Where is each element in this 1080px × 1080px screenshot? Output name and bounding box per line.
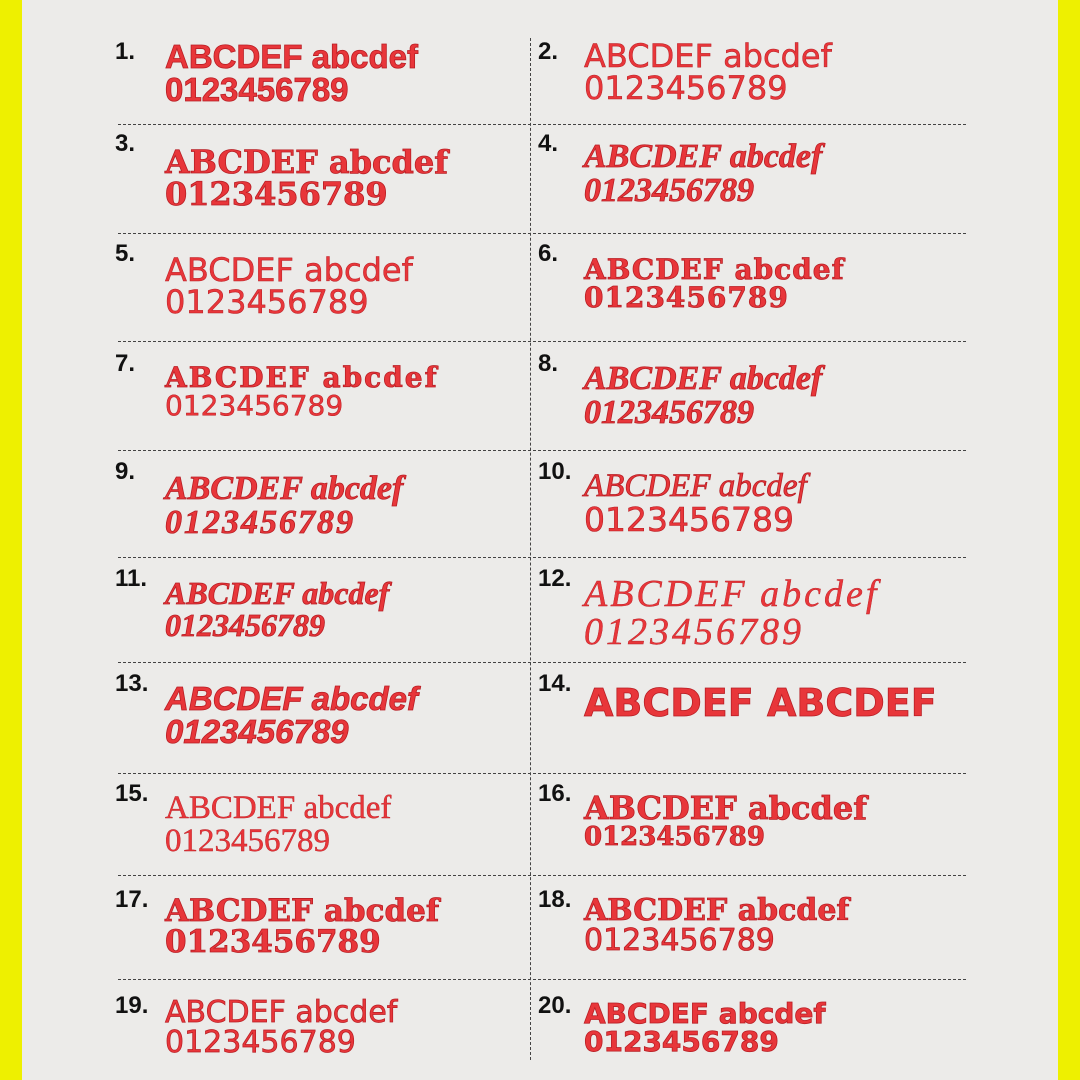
font-preview — [584, 362, 822, 430]
font-number: 11. — [115, 565, 148, 592]
alphabet-sample: ABCDEF abcdef — [165, 143, 449, 181]
digit-sample: 0123456789 — [584, 822, 765, 852]
font-number: 10. — [538, 458, 572, 485]
alphabet-sample: ABCDEF abcdef — [584, 997, 826, 1030]
font-preview — [165, 251, 413, 321]
font-preview — [165, 361, 439, 422]
font-number: 20. — [538, 992, 572, 1019]
row-divider — [118, 557, 966, 558]
alphabet-sample: ABCDEF ABCDEF — [584, 681, 937, 725]
font-preview — [165, 792, 391, 858]
alphabet-sample: ABCDEF abcdef — [584, 360, 823, 397]
row-divider — [118, 450, 966, 451]
font-preview — [584, 893, 850, 958]
font-number: 7. — [115, 350, 136, 377]
digit-sample: 0123456789 — [165, 175, 388, 213]
digit-sample: 0123456789 — [584, 281, 789, 314]
font-number: 19. — [115, 992, 149, 1019]
alphabet-sample: ABCDEF abcdef — [584, 789, 868, 827]
alphabet-sample: ABCDEF abcdef — [584, 893, 850, 928]
alphabet-sample: ABCDEF abcdef — [165, 361, 439, 394]
digit-sample: 0123456789 — [165, 607, 325, 643]
font-number: 13. — [115, 670, 149, 697]
font-preview — [584, 468, 807, 539]
font-preview — [584, 37, 832, 107]
digit-sample: 0123456789 — [165, 504, 355, 541]
digit-sample: 0123456789 — [165, 924, 381, 960]
font-preview — [584, 253, 845, 314]
digit-sample: 0123456789 — [165, 713, 349, 750]
font-number: 6. — [538, 240, 559, 267]
font-preview — [165, 143, 449, 213]
digit-sample: 0123456789 — [165, 389, 344, 422]
digit-sample: 0123456789 — [165, 283, 369, 321]
alphabet-sample: ABCDEF abcdef — [584, 573, 880, 615]
alphabet-sample: ABCDEF abcdef — [165, 251, 413, 289]
digit-sample: 0123456789 — [165, 1025, 356, 1060]
font-number: 17. — [115, 886, 149, 913]
alphabet-sample: ABCDEF abcdef — [165, 680, 419, 717]
alphabet-sample: ABCDEF abcdef — [584, 468, 807, 504]
font-preview — [584, 575, 879, 651]
font-preview — [584, 997, 826, 1058]
font-preview — [584, 140, 822, 208]
font-number: 8. — [538, 350, 559, 377]
alphabet-sample: ABCDEF abcdef — [584, 253, 845, 286]
digit-sample: 0123456789 — [584, 923, 775, 958]
font-number: 1. — [115, 38, 136, 65]
font-preview — [165, 577, 389, 641]
digit-sample: 0123456789 — [584, 172, 754, 209]
digit-sample: 0123456789 — [584, 69, 788, 107]
row-divider — [118, 979, 966, 980]
font-preview — [165, 893, 440, 960]
font-preview — [165, 682, 418, 748]
right-yellow-border — [1058, 0, 1080, 1080]
left-yellow-border — [0, 0, 22, 1080]
digit-sample: 0123456789 — [165, 823, 330, 859]
alphabet-sample: ABCDEF abcdef — [584, 138, 823, 175]
font-number: 2. — [538, 38, 559, 65]
digit-sample: 0123456789 — [584, 500, 794, 539]
font-number: 9. — [115, 458, 136, 485]
row-divider — [118, 773, 966, 774]
font-preview — [165, 472, 403, 540]
font-number: 16. — [538, 780, 572, 807]
row-divider — [118, 662, 966, 663]
font-number: 18. — [538, 886, 572, 913]
alphabet-sample: ABCDEF abcdef — [165, 995, 398, 1030]
alphabet-sample: ABCDEF abcdef — [165, 893, 440, 929]
font-number: 4. — [538, 130, 559, 157]
font-number: 15. — [115, 780, 149, 807]
digit-sample: 0123456789 — [584, 1025, 779, 1058]
row-divider — [118, 124, 966, 125]
font-preview — [165, 40, 418, 106]
font-number: 5. — [115, 240, 136, 267]
alphabet-sample: ABCDEF abcdef — [584, 37, 832, 75]
font-preview — [165, 995, 398, 1060]
font-preview — [584, 789, 868, 852]
row-divider — [118, 233, 966, 234]
column-divider — [530, 38, 531, 1060]
digit-sample: 0123456789 — [584, 394, 754, 431]
row-divider — [118, 875, 966, 876]
digit-sample: 0123456789 — [584, 611, 804, 653]
alphabet-sample: ABCDEF abcdef — [165, 575, 390, 611]
alphabet-sample: ABCDEF abcdef — [165, 470, 404, 507]
font-number: 3. — [115, 130, 136, 157]
row-divider — [118, 341, 966, 342]
alphabet-sample: ABCDEF abcdef — [165, 790, 392, 826]
font-number: 12. — [538, 565, 572, 592]
alphabet-sample: ABCDEF abcdef — [165, 38, 419, 75]
font-number: 14. — [538, 670, 572, 697]
font-preview — [584, 681, 937, 725]
digit-sample: 0123456789 — [165, 71, 349, 108]
